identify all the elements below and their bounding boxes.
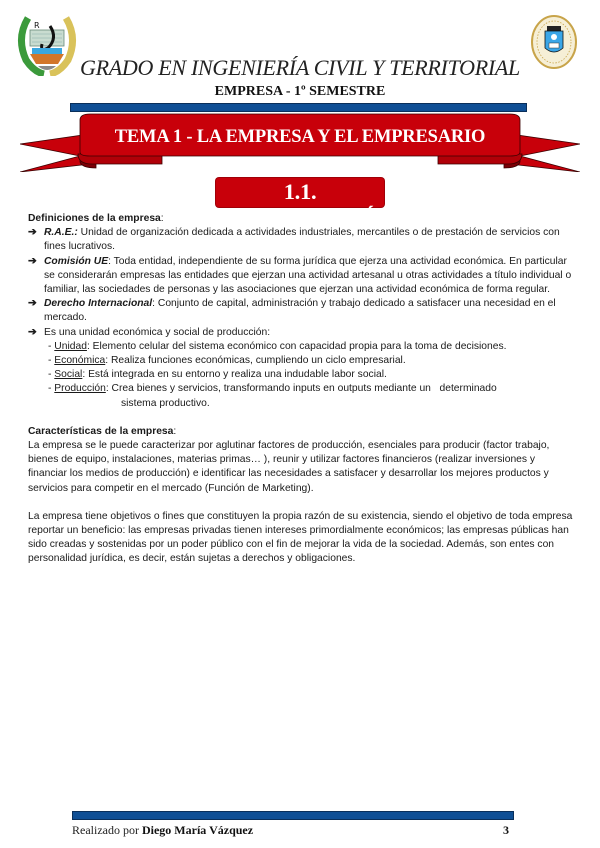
arrow-right-icon: ➔ [28,298,37,310]
definition-item-unidad-economica: ➔ Es una unidad económica y social de producción: [28,326,576,340]
definition-item-derecho-internacional: ➔ Derecho Internacional: Conjunto de capital, administración y trabajo dedicado a satisfacer una necesidad en el mercado. [28,298,556,324]
section-title: 1.1. INTRODUCCIÓN [216,179,394,230]
sub-item-economica: - Económica: Realiza funciones económicas, cumpliendo un ciclo empresarial. [48,355,406,367]
footer-author: Realizado por Diego María Vázquez [72,823,254,837]
sub-item-unidad: - Unidad: Elemento celular del sistema económico con capacidad propia para la toma de decisiones. [48,340,507,352]
spacer [28,411,576,425]
arrow-right-icon: ➔ [28,255,37,267]
definition-item-comision-ue: ➔ Comisión UE: Toda entidad, independiente de su forma jurídica que ejerza una actividad económica. En particular se considerarán empresas las entidades que ejerzan una actividad artesanal u otras actividades a título individual o familiar, las sociedades de personas y las asociaciones que ejerzan una actividad económica de forma regular. [28,255,572,296]
spacer [28,496,576,510]
tema-title: TEMA 1 - LA EMPRESA Y EL EMPRESARIO [114,127,486,147]
caracteristicas-heading: Características de la empresa: [28,425,177,437]
document-title: GRADO EN INGENIERÍA CIVIL Y TERRITORIAL [80,55,520,80]
document-body [28,212,576,567]
page-number: 3 [503,823,509,837]
sub-item-produccion-continuation: sistema productivo. [121,397,210,409]
definiciones-heading: Definiciones de la empresa: [28,213,164,224]
footer-divider-bar [72,811,514,820]
sub-item-social: - Social: Está integrada en su entorno y realiza una indudable labor social. [48,369,387,381]
caracteristicas-paragraph-1: La empresa se le puede caracterizar por aglutinar factores de producción, esenciales para producir (factor trabajo, bienes de equipo, instalaciones, materias primas… ), reunir y utilizar factores financieros (realizar inversiones y financiar los medios de producción) e identificar las necesidades a satisfacer y desarrollar los mejores productos y servicios para competir en el mercado (Función de Marketing). [28,440,550,494]
arrow-right-icon: ➔ [28,326,37,338]
svg-text:R: R [34,21,40,30]
definition-item-rae: ➔ R.A.E.: Unidad de organización dedicada a actividades industriales, mercantiles o de prestación de servicios con fines lucrativos. [28,227,560,253]
document-subtitle: EMPRESA - 1º SEMESTRE [214,84,386,99]
header-divider-bar [70,103,527,112]
arrow-right-icon: ➔ [28,227,37,239]
caracteristicas-paragraph-2: La empresa tiene objetivos o fines que constituyen la propia razón de su existencia, siendo el objetivo de toda empresa reportar un beneficio: las empresas privadas tienen intereses primordialmente económicos; las empresas públicas han sido creadas y sostenidas por un poder público con el fin de mejorar la vida de la sociedad. Además, son entes con personalidad jurídica, es decir, están sujetas a derechos y obligaciones. [28,510,573,565]
sub-item-produccion: - Producción: Crea bienes y servicios, transformando inputs en outputs mediante un determinado [48,383,497,395]
